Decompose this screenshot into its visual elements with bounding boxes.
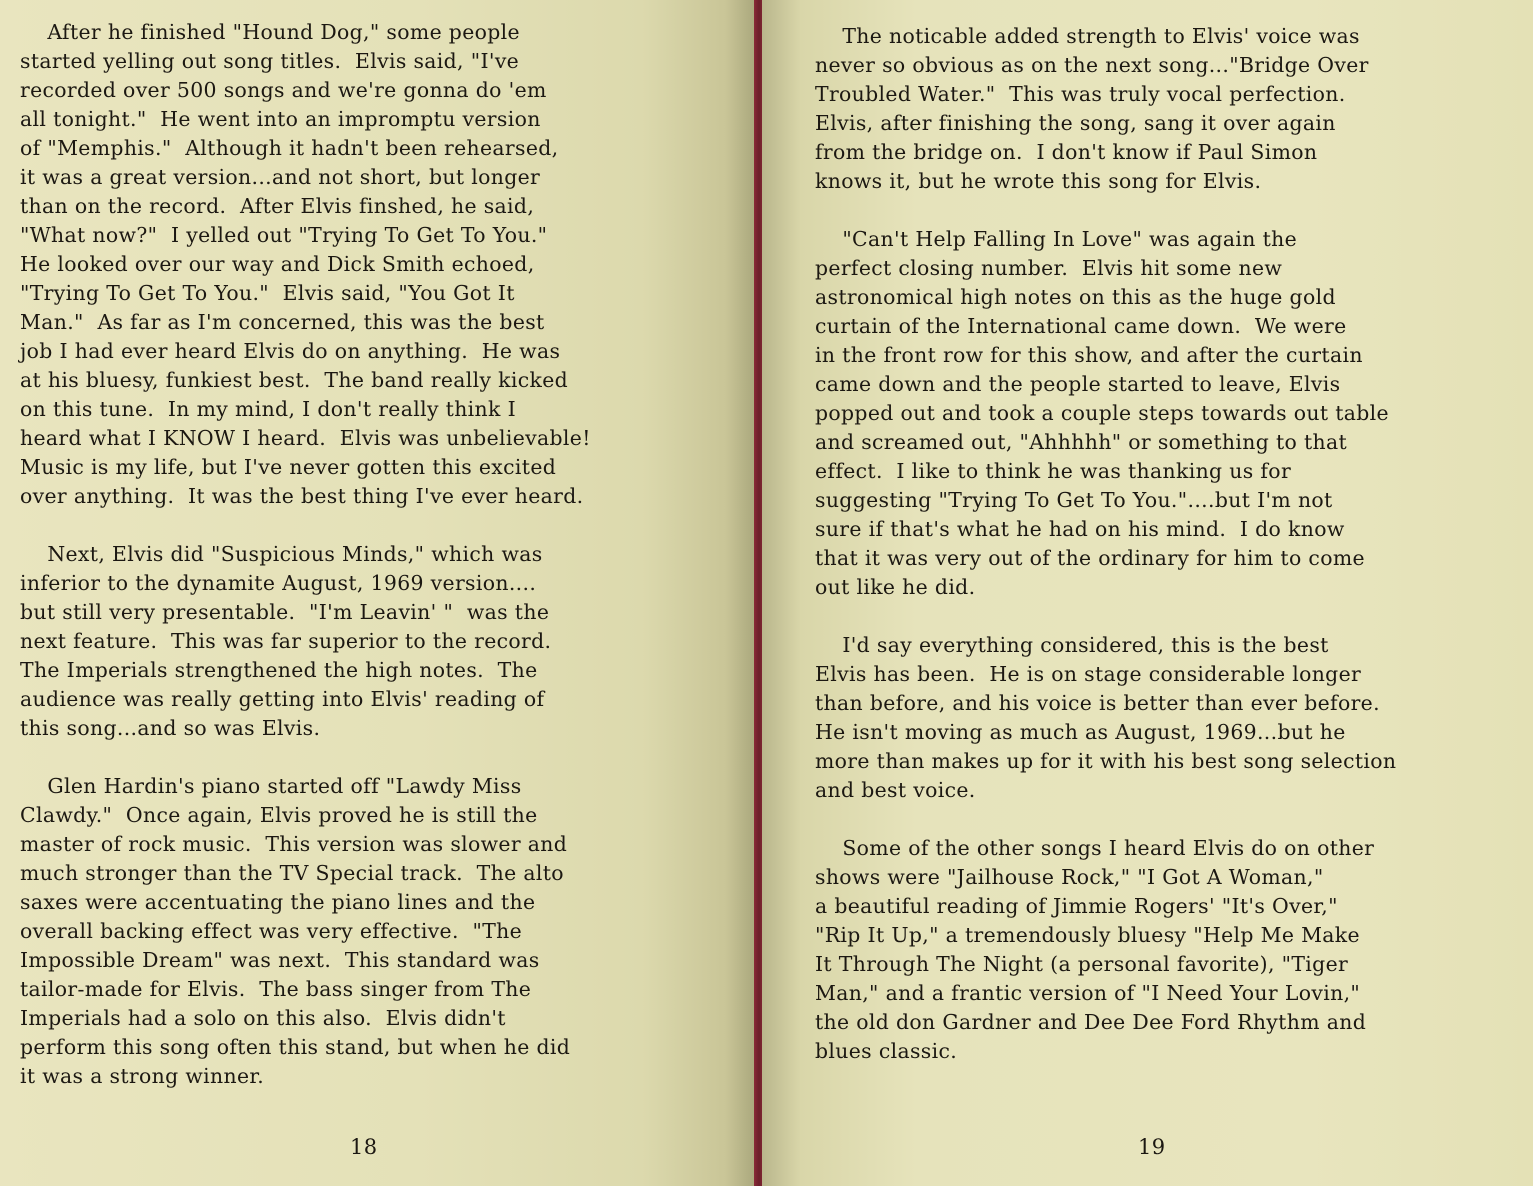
text-line: out like he did. [815, 575, 976, 599]
text-line: next feature. This was far superior to the record. [20, 629, 552, 653]
paragraph [20, 772, 756, 1091]
text-line: Impossible Dream" was next. This standard was [20, 948, 540, 972]
text-line: It Through The Night (a personal favorite), "Tiger [815, 952, 1349, 976]
right-page-body [815, 22, 1533, 1066]
text-line: it was a great version...and not short, but longer [20, 165, 541, 189]
text-line: Elvis, after finishing the song, sang it over again [815, 111, 1336, 135]
text-line: audience was really getting into Elvis' reading of [20, 687, 545, 711]
text-line: heard what I KNOW I heard. Elvis was unbelievable! [20, 426, 591, 450]
text-line: popped out and took a couple steps towards out table [815, 401, 1389, 425]
left-page [0, 0, 756, 1186]
text-line: from the bridge on. I don't know if Paul Simon [815, 140, 1318, 164]
text-line: that it was very out of the ordinary for him to come [815, 546, 1365, 570]
text-line: astronomical high notes on this as the huge gold [815, 285, 1336, 309]
text-line: "Can't Help Falling In Love" was again the [815, 227, 1298, 251]
text-line: over anything. It was the best thing I've ever heard. [20, 484, 584, 508]
paragraph [815, 22, 1533, 196]
paragraph [20, 540, 756, 743]
paragraph [815, 631, 1533, 805]
text-line: Glen Hardin's piano started off "Lawdy Miss [20, 774, 522, 798]
text-line: Music is my life, but I've never gotten this excited [20, 455, 557, 479]
text-line: I'd say everything considered, this is the best [815, 633, 1329, 657]
text-line: "Rip It Up," a tremendously bluesy "Help Me Make [815, 923, 1360, 947]
text-line: He isn't moving as much as August, 1969...but he [815, 720, 1346, 744]
text-line: never so obvious as on the next song..."Bridge Over [815, 53, 1369, 77]
text-line: inferior to the dynamite August, 1969 version.... [20, 571, 537, 595]
text-line: Man," and a frantic version of "I Need Your Lovin," [815, 981, 1361, 1005]
text-line: Clawdy." Once again, Elvis proved he is still the [20, 803, 538, 827]
text-line: Man." As far as I'm concerned, this was the best [20, 310, 545, 334]
text-line: came down and the people started to leave, Elvis [815, 372, 1341, 396]
text-line: Imperials had a solo on this also. Elvis didn't [20, 1006, 506, 1030]
text-line: than on the record. After Elvis finshed, he said, [20, 194, 535, 218]
paragraph [815, 834, 1533, 1066]
text-line: The Imperials strengthened the high notes. The [20, 658, 538, 682]
text-line: on this tune. In my mind, I don't really think I [20, 397, 516, 421]
text-line: Some of the other songs I heard Elvis do on other [815, 836, 1375, 860]
text-line: job I had ever heard Elvis do on anything. He was [20, 339, 561, 363]
text-line: sure if that's what he had on his mind. I do know [815, 517, 1345, 541]
text-line: of "Memphis." Although it hadn't been rehearsed, [20, 136, 559, 160]
text-line: effect. I like to think he was thanking us for [815, 459, 1292, 483]
text-line: curtain of the International came down. We were [815, 314, 1347, 338]
text-line: Troubled Water." This was truly vocal perfection. [815, 82, 1346, 106]
paragraph [815, 225, 1533, 602]
text-line: recorded over 500 songs and we're gonna do 'em [20, 78, 547, 102]
paragraph [20, 18, 756, 511]
text-line: master of rock music. This version was slower and [20, 832, 568, 856]
left-page-body [20, 18, 756, 1091]
text-line: than before, and his voice is better than ever before. [815, 691, 1380, 715]
right-page-number: 19 [1138, 1135, 1166, 1159]
text-line: started yelling out song titles. Elvis said, "I've [20, 49, 520, 73]
text-line: at his bluesy, funkiest best. The band really kicked [20, 368, 569, 392]
text-line: more than makes up for it with his best song selection [815, 749, 1397, 773]
text-line: Elvis has been. He is on stage considerable longer [815, 662, 1362, 686]
text-line: "What now?" I yelled out "Trying To Get To You." [20, 223, 548, 247]
text-line: the old don Gardner and Dee Dee Ford Rhythm and [815, 1010, 1367, 1034]
text-line: and best voice. [815, 778, 976, 802]
text-line: overall backing effect was very effective. "The [20, 919, 523, 943]
text-line: in the front row for this show, and after the curtain [815, 343, 1363, 367]
text-line: "Trying To Get To You." Elvis said, "You Got It [20, 281, 515, 305]
text-line: perfect closing number. Elvis hit some new [815, 256, 1283, 280]
text-line: this song...and so was Elvis. [20, 716, 321, 740]
text-line: After he finished "Hound Dog," some people [20, 20, 520, 44]
text-line: but still very presentable. "I'm Leavin' " was the [20, 600, 550, 624]
text-line: tailor-made for Elvis. The bass singer from The [20, 977, 532, 1001]
right-page [762, 0, 1533, 1186]
text-line: and screamed out, "Ahhhhh" or something to that [815, 430, 1348, 454]
text-line: perform this song often this stand, but when he did [20, 1035, 571, 1059]
text-line: much stronger than the TV Special track. The alto [20, 861, 564, 885]
text-line: He looked over our way and Dick Smith echoed, [20, 252, 535, 276]
text-line: blues classic. [815, 1039, 958, 1063]
text-line: it was a strong winner. [20, 1064, 265, 1088]
text-line: The noticable added strength to Elvis' voice was [815, 24, 1360, 48]
text-line: knows it, but he wrote this song for Elvis. [815, 169, 1262, 193]
text-line: saxes were accentuating the piano lines and the [20, 890, 536, 914]
text-line: a beautiful reading of Jimmie Rogers' "It's Over," [815, 894, 1338, 918]
text-line: shows were "Jailhouse Rock," "I Got A Woman," [815, 865, 1324, 889]
text-line: Next, Elvis did "Suspicious Minds," which was [20, 542, 543, 566]
text-line: suggesting "Trying To Get To You."....but I'm not [815, 488, 1333, 512]
text-line: all tonight." He went into an impromptu version [20, 107, 541, 131]
left-page-number: 18 [350, 1135, 378, 1159]
